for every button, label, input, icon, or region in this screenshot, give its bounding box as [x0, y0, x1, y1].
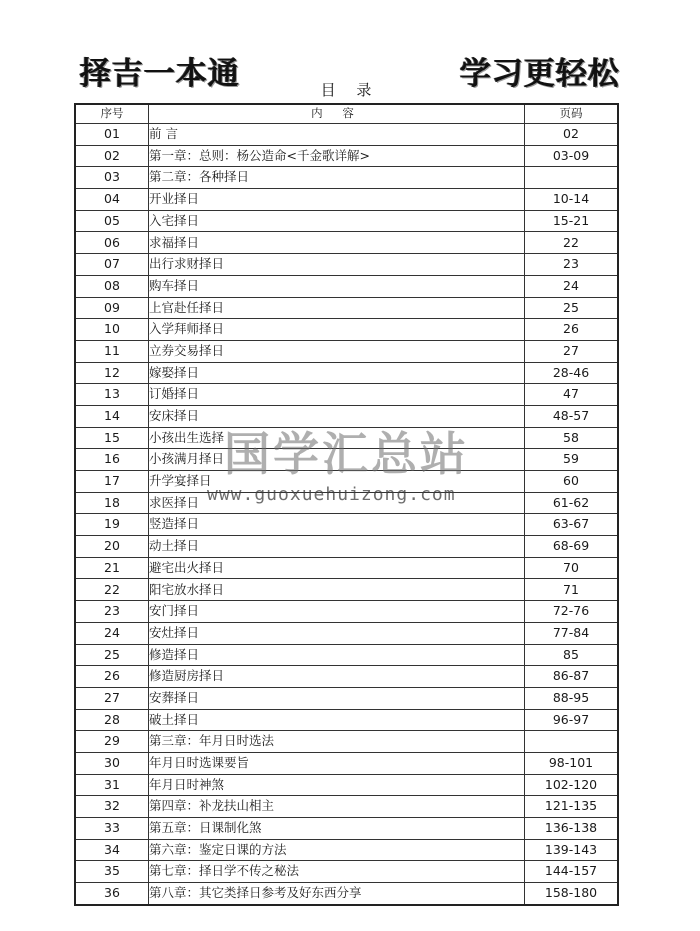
table-row [75, 210, 618, 232]
row-page: 72-76 [525, 601, 619, 623]
row-number: 01 [75, 124, 149, 146]
table-row [75, 145, 618, 167]
row-number: 33 [75, 818, 149, 840]
row-content: 第一章：总则：杨公造命<千金歌详解> [149, 145, 525, 167]
table-row [75, 709, 618, 731]
table-row [75, 514, 618, 536]
row-content: 第七章：择日学不传之秘法 [149, 861, 525, 883]
column-header-page: 页码 [525, 104, 619, 124]
row-content: 第二章：各种择日 [149, 167, 525, 189]
row-content: 入宅择日 [149, 210, 525, 232]
table-row [75, 384, 618, 406]
row-content: 安葬择日 [149, 687, 525, 709]
table-row [75, 297, 618, 319]
table-row [75, 319, 618, 341]
row-page: 15-21 [525, 210, 619, 232]
row-number: 02 [75, 145, 149, 167]
row-page: 71 [525, 579, 619, 601]
row-content: 第六章：鉴定日课的方法 [149, 839, 525, 861]
row-number: 23 [75, 601, 149, 623]
watermark-text: 国学汇总站 [224, 427, 469, 481]
row-content: 升学宴择日 [149, 471, 525, 493]
row-number: 03 [75, 167, 149, 189]
row-content: 第三章：年月日时选法 [149, 731, 525, 753]
row-page: 144-157 [525, 861, 619, 883]
row-page: 03-09 [525, 145, 619, 167]
row-number: 22 [75, 579, 149, 601]
table-row [75, 883, 618, 905]
table-header-row [75, 104, 618, 124]
row-content: 修造厨房择日 [149, 666, 525, 688]
row-number: 07 [75, 254, 149, 276]
row-content: 年月日时神煞 [149, 774, 525, 796]
row-content: 第八章：其它类择日参考及好东西分享 [149, 883, 525, 905]
row-number: 26 [75, 666, 149, 688]
row-number: 17 [75, 471, 149, 493]
row-page: 48-57 [525, 405, 619, 427]
row-content: 上官赴任择日 [149, 297, 525, 319]
row-number: 19 [75, 514, 149, 536]
row-page: 158-180 [525, 883, 619, 905]
row-number: 12 [75, 362, 149, 384]
table-row [75, 774, 618, 796]
row-content: 订婚择日 [149, 384, 525, 406]
table-row [75, 254, 618, 276]
row-page: 61-62 [525, 492, 619, 514]
row-content: 动土择日 [149, 536, 525, 558]
row-content: 入学拜师择日 [149, 319, 525, 341]
row-page: 25 [525, 297, 619, 319]
row-page: 68-69 [525, 536, 619, 558]
row-number: 27 [75, 687, 149, 709]
row-page: 88-95 [525, 687, 619, 709]
row-page: 23 [525, 254, 619, 276]
row-content: 安门择日 [149, 601, 525, 623]
row-number: 36 [75, 883, 149, 905]
row-content: 嫁娶择日 [149, 362, 525, 384]
row-page: 136-138 [525, 818, 619, 840]
row-content: 第五章：日课制化煞 [149, 818, 525, 840]
row-content: 阳宅放水择日 [149, 579, 525, 601]
row-content: 购车择日 [149, 275, 525, 297]
row-number: 06 [75, 232, 149, 254]
row-number: 18 [75, 492, 149, 514]
row-content: 避宅出火择日 [149, 557, 525, 579]
row-number: 10 [75, 319, 149, 341]
row-page: 47 [525, 384, 619, 406]
table-row [75, 687, 618, 709]
row-page: 28-46 [525, 362, 619, 384]
header-left-title: 择吉一本通 [80, 56, 240, 92]
row-page: 96-97 [525, 709, 619, 731]
table-row [75, 340, 618, 362]
table-row [75, 362, 618, 384]
row-content: 安床择日 [149, 405, 525, 427]
table-body [75, 124, 618, 905]
row-content: 求福择日 [149, 232, 525, 254]
row-content: 竖造择日 [149, 514, 525, 536]
column-header-number: 序号 [75, 104, 149, 124]
row-page: 121-135 [525, 796, 619, 818]
table-row [75, 861, 618, 883]
row-content: 修造择日 [149, 644, 525, 666]
table-row [75, 731, 618, 753]
row-number: 20 [75, 536, 149, 558]
row-content: 第四章：补龙扶山相主 [149, 796, 525, 818]
row-number: 14 [75, 405, 149, 427]
row-page: 27 [525, 340, 619, 362]
row-page: 58 [525, 427, 619, 449]
row-content: 出行求财择日 [149, 254, 525, 276]
table-row [75, 644, 618, 666]
row-number: 21 [75, 557, 149, 579]
row-page: 102-120 [525, 774, 619, 796]
row-content: 安灶择日 [149, 622, 525, 644]
row-page: 26 [525, 319, 619, 341]
table-row [75, 124, 618, 146]
table-row [75, 796, 618, 818]
row-content: 破土择日 [149, 709, 525, 731]
row-number: 09 [75, 297, 149, 319]
table-row [75, 557, 618, 579]
row-page: 139-143 [525, 839, 619, 861]
row-number: 32 [75, 796, 149, 818]
row-page: 22 [525, 232, 619, 254]
document-title: 目 录 [320, 81, 380, 99]
row-content: 开业择日 [149, 189, 525, 211]
row-page: 10-14 [525, 189, 619, 211]
row-number: 13 [75, 384, 149, 406]
table-row [75, 536, 618, 558]
table-row [75, 601, 618, 623]
row-number: 04 [75, 189, 149, 211]
row-page: 85 [525, 644, 619, 666]
table-row [75, 752, 618, 774]
table-row [75, 189, 618, 211]
row-number: 24 [75, 622, 149, 644]
table-row [75, 839, 618, 861]
watermark-url: www.guoxuehuizong.com [207, 484, 456, 505]
header-right-title: 学习更轻松 [460, 56, 620, 92]
row-number: 31 [75, 774, 149, 796]
row-content: 小孩满月择日 [149, 449, 525, 471]
row-page: 59 [525, 449, 619, 471]
row-page [525, 731, 619, 753]
row-number: 15 [75, 427, 149, 449]
row-number: 28 [75, 709, 149, 731]
table-row [75, 666, 618, 688]
row-content: 前 言 [149, 124, 525, 146]
row-page: 02 [525, 124, 619, 146]
table-row [75, 579, 618, 601]
row-page: 86-87 [525, 666, 619, 688]
row-page: 24 [525, 275, 619, 297]
row-page: 63-67 [525, 514, 619, 536]
row-content: 小孩出生选择 [149, 427, 525, 449]
row-number: 16 [75, 449, 149, 471]
row-page [525, 167, 619, 189]
row-number: 34 [75, 839, 149, 861]
row-page: 98-101 [525, 752, 619, 774]
row-number: 25 [75, 644, 149, 666]
column-header-content: 内 容 [149, 104, 525, 124]
row-page: 70 [525, 557, 619, 579]
row-number: 35 [75, 861, 149, 883]
row-number: 11 [75, 340, 149, 362]
row-page: 77-84 [525, 622, 619, 644]
row-content: 立券交易择日 [149, 340, 525, 362]
table-row [75, 622, 618, 644]
row-number: 29 [75, 731, 149, 753]
row-content: 年月日时选课要旨 [149, 752, 525, 774]
table-row [75, 167, 618, 189]
row-content: 求医择日 [149, 492, 525, 514]
table-row [75, 818, 618, 840]
row-number: 05 [75, 210, 149, 232]
table-row [75, 275, 618, 297]
row-number: 30 [75, 752, 149, 774]
table-row [75, 232, 618, 254]
row-page: 60 [525, 471, 619, 493]
row-number: 08 [75, 275, 149, 297]
